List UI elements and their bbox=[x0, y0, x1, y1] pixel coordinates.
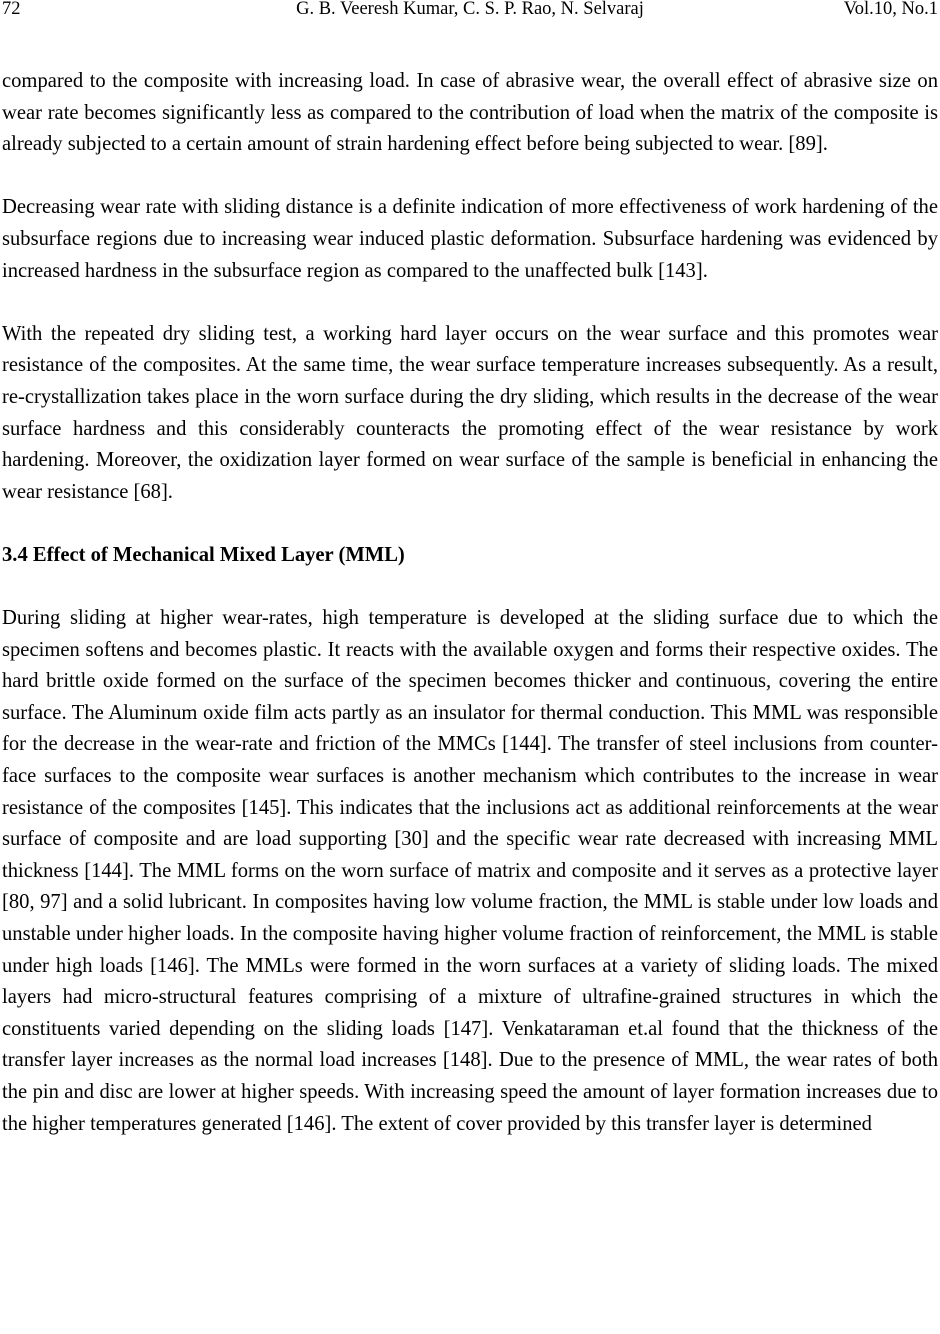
section-heading: 3.4 Effect of Mechanical Mixed Layer (MML) bbox=[2, 543, 405, 566]
paragraph-dry-sliding: With the repeated dry sliding test, a working hard layer occurs on the wear surface and this promotes wear resistance of the composites. At the same time, the wear surface temperature increases subsequently. As a result, re-crystallization takes place in the worn surface during the dry sliding, which results in the decrease of the wear surface hardness and this considerably counteracts the promoting effect of the wear resistance by work hardening. Moreover, the oxidization layer formed on wear surface of the sample is beneficial in enhancing the wear resistance [68]. bbox=[2, 322, 938, 503]
paragraph-abrasive-wear: compared to the composite with increasing load. In case of abrasive wear, the overall effect of abrasive size on wear rate becomes significantly less as compared to the contribution of load when the matrix of the composite is already subjected to a certain amount of strain hardening effect before being subjected to wear. [89]. bbox=[2, 70, 938, 156]
header-authors: G. B. Veeresh Kumar, C. S. P. Rao, N. Selvaraj bbox=[296, 0, 644, 19]
paragraph-mechanical-mixed-layer: During sliding at higher wear-rates, high temperature is developed at the sliding surface due to which the specimen softens and becomes plastic. It reacts with the available oxygen and forms their respective oxides. The hard brittle oxide formed on the surface of the specimen becomes thicker and continuous, covering the entire surface. The Aluminum oxide film acts partly as an insulator for thermal conduction. This MML was responsible for the decrease in the wear-rate and friction of the MMCs [144]. The transfer of steel inclusions from counter-face surfaces to the composite wear surfaces is another mechanism which contributes to the increase in wear resistance of the composites [145]. This indicates that the inclusions act as additional reinforcements at the wear surface of composite and are load supporting [30] and the specific wear rate decreased with increasing MML thickness [144]. The MML forms on the worn surface of matrix and composite and it serves as a protective layer [80, 97] and a solid lubricant. In composites having low volume fraction, the MML is stable under low loads and unstable under higher loads. In the composite having higher volume fraction of reinforcement, the MML is stable under high loads [146]. The MMLs were formed in the worn surfaces at a variety of sliding loads. The mixed layers had micro-structural features comprising of a mixture of ultrafine-grained structures in which the constituents varied depending on the sliding loads [147]. Venkataraman et.al found that the thickness of the transfer layer increases as the normal load increases [148]. Due to the presence of MML, the wear rates of both the pin and disc are lower at higher speeds. With increasing speed the amount of layer formation increases due to the higher temperatures generated [146]. The extent of cover provided by this transfer layer is determined bbox=[2, 607, 938, 1135]
paragraph-subsurface-hardening: Decreasing wear rate with sliding distance is a definite indication of more effectiveness of work hardening of the subsurface regions due to increasing wear induced plastic deformation. Subsurface hardening was evidenced by increased hardness in the subsurface region as compared to the unaffected bulk [143]. bbox=[2, 196, 938, 282]
page-number: 72 bbox=[2, 0, 21, 19]
header-volume: Vol.10, No.1 bbox=[843, 0, 938, 19]
running-header bbox=[2, 0, 938, 20]
body-text bbox=[2, 66, 938, 1172]
